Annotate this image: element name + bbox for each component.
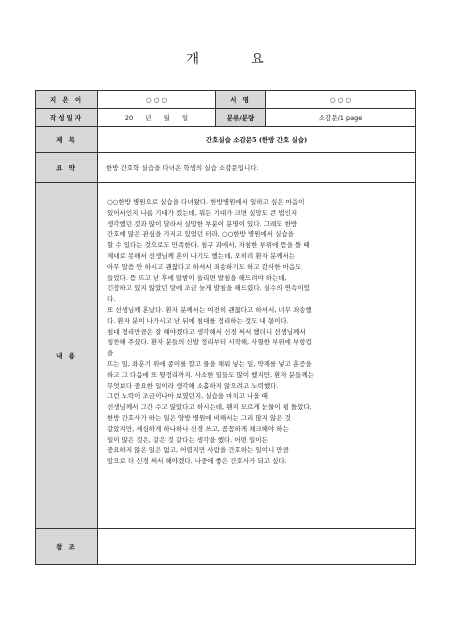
page-title: 개 요	[186, 52, 288, 67]
content-line: ○○한방 병원으로 실습을 다녀왔다. 한방병원에서 일하고 싶은 마음이	[107, 198, 305, 206]
date-label: 작성일자	[36, 109, 98, 127]
supervisor-value: ○ ○ ○	[266, 91, 416, 109]
content-line: 그런 노력이 조금이나마 보였던지, 실습을 마치고 나올 때	[107, 392, 268, 401]
subject-label: 제 목	[36, 127, 98, 153]
category-label: 분류/분량	[216, 109, 266, 127]
reference-label: 참 조	[36, 529, 98, 565]
submitter-value: ○ ○ ○	[98, 91, 216, 109]
content-line: 무엇보다 중요한 일이라 생각해 소홀하지 않으려고 노력했다.	[107, 381, 279, 390]
date-value: 20 년 월 일	[98, 109, 216, 127]
content-line: 중요하지 않은 일은 없고, 어렵지만 사람을 간호하는 일이니 만큼	[107, 446, 289, 455]
supervisor-label: 서 명	[216, 91, 266, 109]
content-line: 간호에 많은 관심을 가지고 있었던 터라, ○○한방 병원에서 실습을	[107, 230, 294, 239]
content-line: 생각했던 것과 많이 달라서 실망한 부분이 분명이 있다. 그래도 한방	[107, 219, 298, 228]
category-value: 소감문/1 page	[266, 109, 416, 127]
content-line: 들었다. 뜸 뜨고 난 후에 알밤이 올리면 발침을 해드려야 하는데,	[107, 273, 287, 282]
content-line: 제대로 못해서 선생님께 혼이 나기도 했는데, 오히려 환자 분께서는	[107, 251, 296, 260]
content-line: 하고 그 다음에 또 뒷정리까지. 사소한 일들도 많이 했지만, 환자 분들께는	[107, 370, 314, 379]
content-line: 선생님께서 그간 수고 많았다고 하시는데, 왠지 모르게 눈물이 핑 돌았다.	[107, 403, 312, 412]
content-line: 아무 말씀 안 하시고 괜찮다고 하셔서 죄송하기도 하고 감사한 마음도	[107, 262, 302, 271]
content-line: 다.	[107, 295, 116, 304]
content-body	[98, 183, 416, 529]
content-label: 내 용	[36, 183, 98, 529]
content-line: 또 선생님께 혼났다. 환자 분께서는 여전히 괜찮다고 하셔서, 너무 죄송했	[107, 305, 312, 314]
content-line: 칭찬해 주셨다. 환자 분들의 신발 정리부터 시작해, 사혈한 부위에 부항컵	[107, 338, 312, 347]
content-line: 앞으로 더 신경 써서 해야겠다. 나중에 좋은 간호사가 되고 싶다.	[107, 457, 287, 466]
content-line: 같았지만, 세심하게 하나하나 신경 쓰고, 꼼꼼하게 체크해야 하는	[107, 424, 289, 433]
reference-value	[98, 529, 416, 565]
content-line: 긴장하고 있지 않았던 탓에 조금 늦게 발침을 해드렸다. 실수의 연속이었	[107, 284, 310, 293]
content-line: 한방 간호사가 하는 일은 양방 병원에 비해서는 그리 많지 않은 것	[107, 413, 291, 422]
content-line: 있어서인지 나름 기대가 컸는데, 뭐든 기대가 크면 실망도 큰 법인지	[107, 208, 298, 217]
content-line: 할 수 있다는 것으로도 만족한다. 침구 과에서, 자침한 부위에 뜸을 뜰 때	[107, 241, 310, 250]
summary-label: 요 약	[36, 153, 98, 183]
submitter-label: 지 은 이	[36, 91, 98, 109]
content-text	[107, 197, 409, 467]
summary-value: 한방 간호학 실습을 다녀온 학생의 실습 소감문입니다.	[98, 153, 416, 183]
content-line: 다. 환자 분이 나가시고 난 뒤에 침대를 정리하는 것도 내 몫이다.	[107, 316, 289, 325]
content-line: 을	[107, 349, 114, 358]
content-line: 침대 정리만큼은 잘 해야겠다고 생각해서 신경 써서 했더니 선생님께서	[107, 327, 306, 336]
subject-value: 간호실습 소감문5 (한방 간호 실습)	[98, 127, 416, 153]
content-line: 뜨는 일, 좌훈기 위에 종이를 깔고 물을 채워 넣는 일, 약재를 넣고 훈증을	[107, 359, 312, 368]
report-form	[35, 90, 416, 565]
content-line: 일이 많은 것은, 같은 것 같다는 생각을 했다. 어떤 일이든	[107, 435, 268, 444]
